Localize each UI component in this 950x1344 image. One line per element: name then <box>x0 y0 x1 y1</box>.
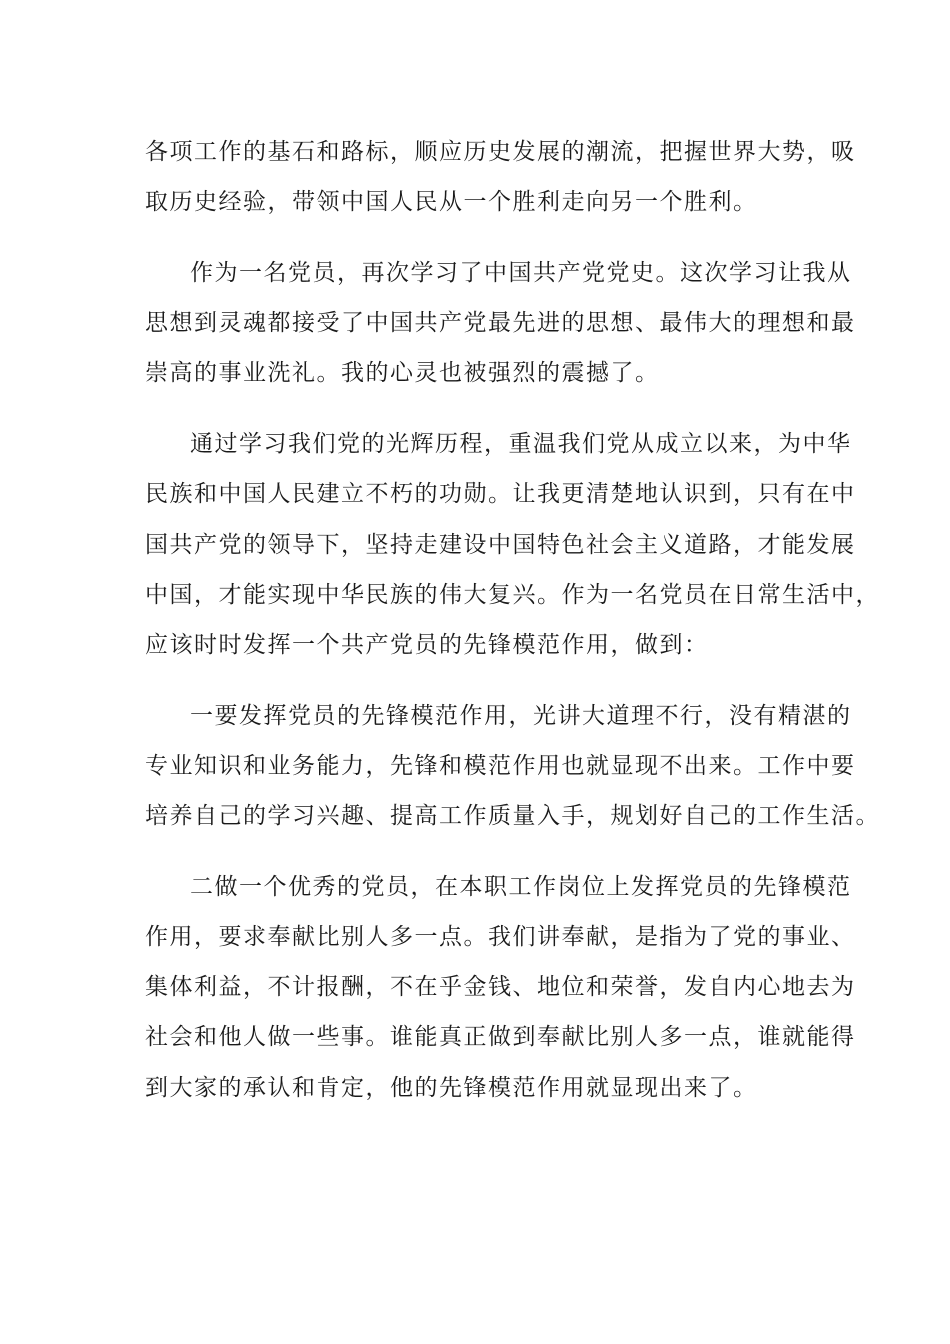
text-line: 思想到灵魂都接受了中国共产党最先进的思想、最伟大的理想和最 <box>145 310 856 336</box>
text-line: 中国，才能实现中华民族的伟大复兴。作为一名党员在日常生活中， <box>145 582 880 608</box>
text-line: 一要发挥党员的先锋模范作用，光讲大道理不行，没有精湛的 <box>190 703 852 729</box>
text-line: 通过学习我们党的光辉历程，重温我们党从成立以来，为中华 <box>190 431 852 457</box>
text-line: 作用，要求奉献比别人多一点。我们讲奉献，是指为了党的事业、 <box>145 924 856 950</box>
text-line: 到大家的承认和肯定，他的先锋模范作用就显现出来了。 <box>145 1075 758 1101</box>
text-line: 二做一个优秀的党员，在本职工作岗位上发挥党员的先锋模范 <box>190 874 852 900</box>
text-line: 作为一名党员，再次学习了中国共产党党史。这次学习让我从 <box>190 260 852 286</box>
text-line: 社会和他人做一些事。谁能真正做到奉献比别人多一点，谁就能得 <box>145 1024 856 1050</box>
text-line: 取历史经验，带领中国人民从一个胜利走向另一个胜利。 <box>145 189 758 215</box>
text-line: 民族和中国人民建立不朽的功勋。让我更清楚地认识到，只有在中 <box>145 481 856 507</box>
text-line: 集体利益，不计报酬，不在乎金钱、地位和荣誉，发自内心地去为 <box>145 974 856 1000</box>
text-line: 国共产党的领导下，坚持走建设中国特色社会主义道路，才能发展 <box>145 532 856 558</box>
text-line: 各项工作的基石和路标，顺应历史发展的潮流，把握世界大势，吸 <box>145 139 856 165</box>
text-line: 崇高的事业洗礼。我的心灵也被强烈的震撼了。 <box>145 360 660 386</box>
text-line: 专业知识和业务能力，先锋和模范作用也就显现不出来。工作中要 <box>145 753 856 779</box>
text-line: 培养自己的学习兴趣、提高工作质量入手，规划好自己的工作生活。 <box>145 803 880 829</box>
text-line: 应该时时发挥一个共产党员的先锋模范作用，做到： <box>145 632 709 658</box>
